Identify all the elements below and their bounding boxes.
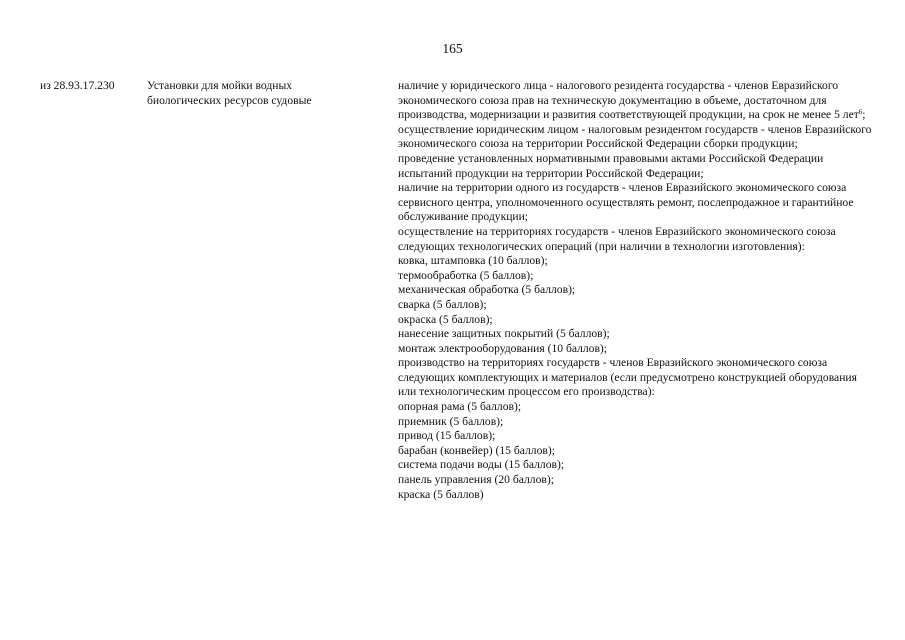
condition-item: проведение установленных нормативными правовыми актами Российской Федерации испытаний продукции на территории Российской Федерации; <box>398 151 824 180</box>
condition-item: панель управления (20 баллов); <box>398 473 554 487</box>
condition-item: нанесение защитных покрытий (5 баллов); <box>398 327 610 341</box>
condition-item: осуществление юридическим лицом - налоговым резидентом государств - членов Евразийского экономического союза на территории Российской Федерации сборки продукции; <box>398 122 872 151</box>
condition-item: система подачи воды (15 баллов); <box>398 458 565 472</box>
condition-item: барабан (конвейер) (15 баллов); <box>398 443 555 457</box>
product-name: Установки для мойки водных биологических ресурсов судовые <box>147 79 312 107</box>
condition-item: краска (5 баллов) <box>398 487 484 501</box>
condition-item: производство на территориях государств - членов Евразийского экономического союза следующих комплектующих и материалов (если предусмотрено конструкцией оборудования или технологическим процессом его производства): <box>398 356 857 399</box>
condition-item: термообработка (5 баллов); <box>398 268 534 282</box>
condition-item: ковка, штамповка (10 баллов); <box>398 254 548 268</box>
condition-item: монтаж электрооборудования (10 баллов); <box>398 341 608 355</box>
condition-item: осуществление на территориях государств - членов Евразийского экономического союза следующих технологических операций (при наличии в технологии изготовления): <box>398 224 836 253</box>
product-code: из 28.93.17.230 <box>40 79 115 92</box>
condition-item: приемник (5 баллов); <box>398 414 504 428</box>
footnote-ref: 6 <box>858 108 863 117</box>
condition-item: окраска (5 баллов); <box>398 312 493 326</box>
page-number: 165 <box>442 41 463 56</box>
condition-item: привод (15 баллов); <box>398 429 496 443</box>
condition-item: наличие у юридического лица - налогового резидента государства - членов Евразийского экономического союза прав на техническую документацию в объеме, достаточном для производства, модернизации и развития соответствующей продукции, на срок не менее 5 лет$^6$; <box>398 79 866 122</box>
condition-item: наличие на территории одного из государств - членов Евразийского экономического союза сервисного центра, уполномоченного осуществлять ремонт, послепродажное и гарантийное обслуживание продукции; <box>398 181 854 224</box>
conditions-list <box>398 79 878 502</box>
condition-item: сварка (5 баллов); <box>398 297 487 311</box>
condition-item: опорная рама (5 баллов); <box>398 400 522 414</box>
condition-item: механическая обработка (5 баллов); <box>398 283 576 297</box>
